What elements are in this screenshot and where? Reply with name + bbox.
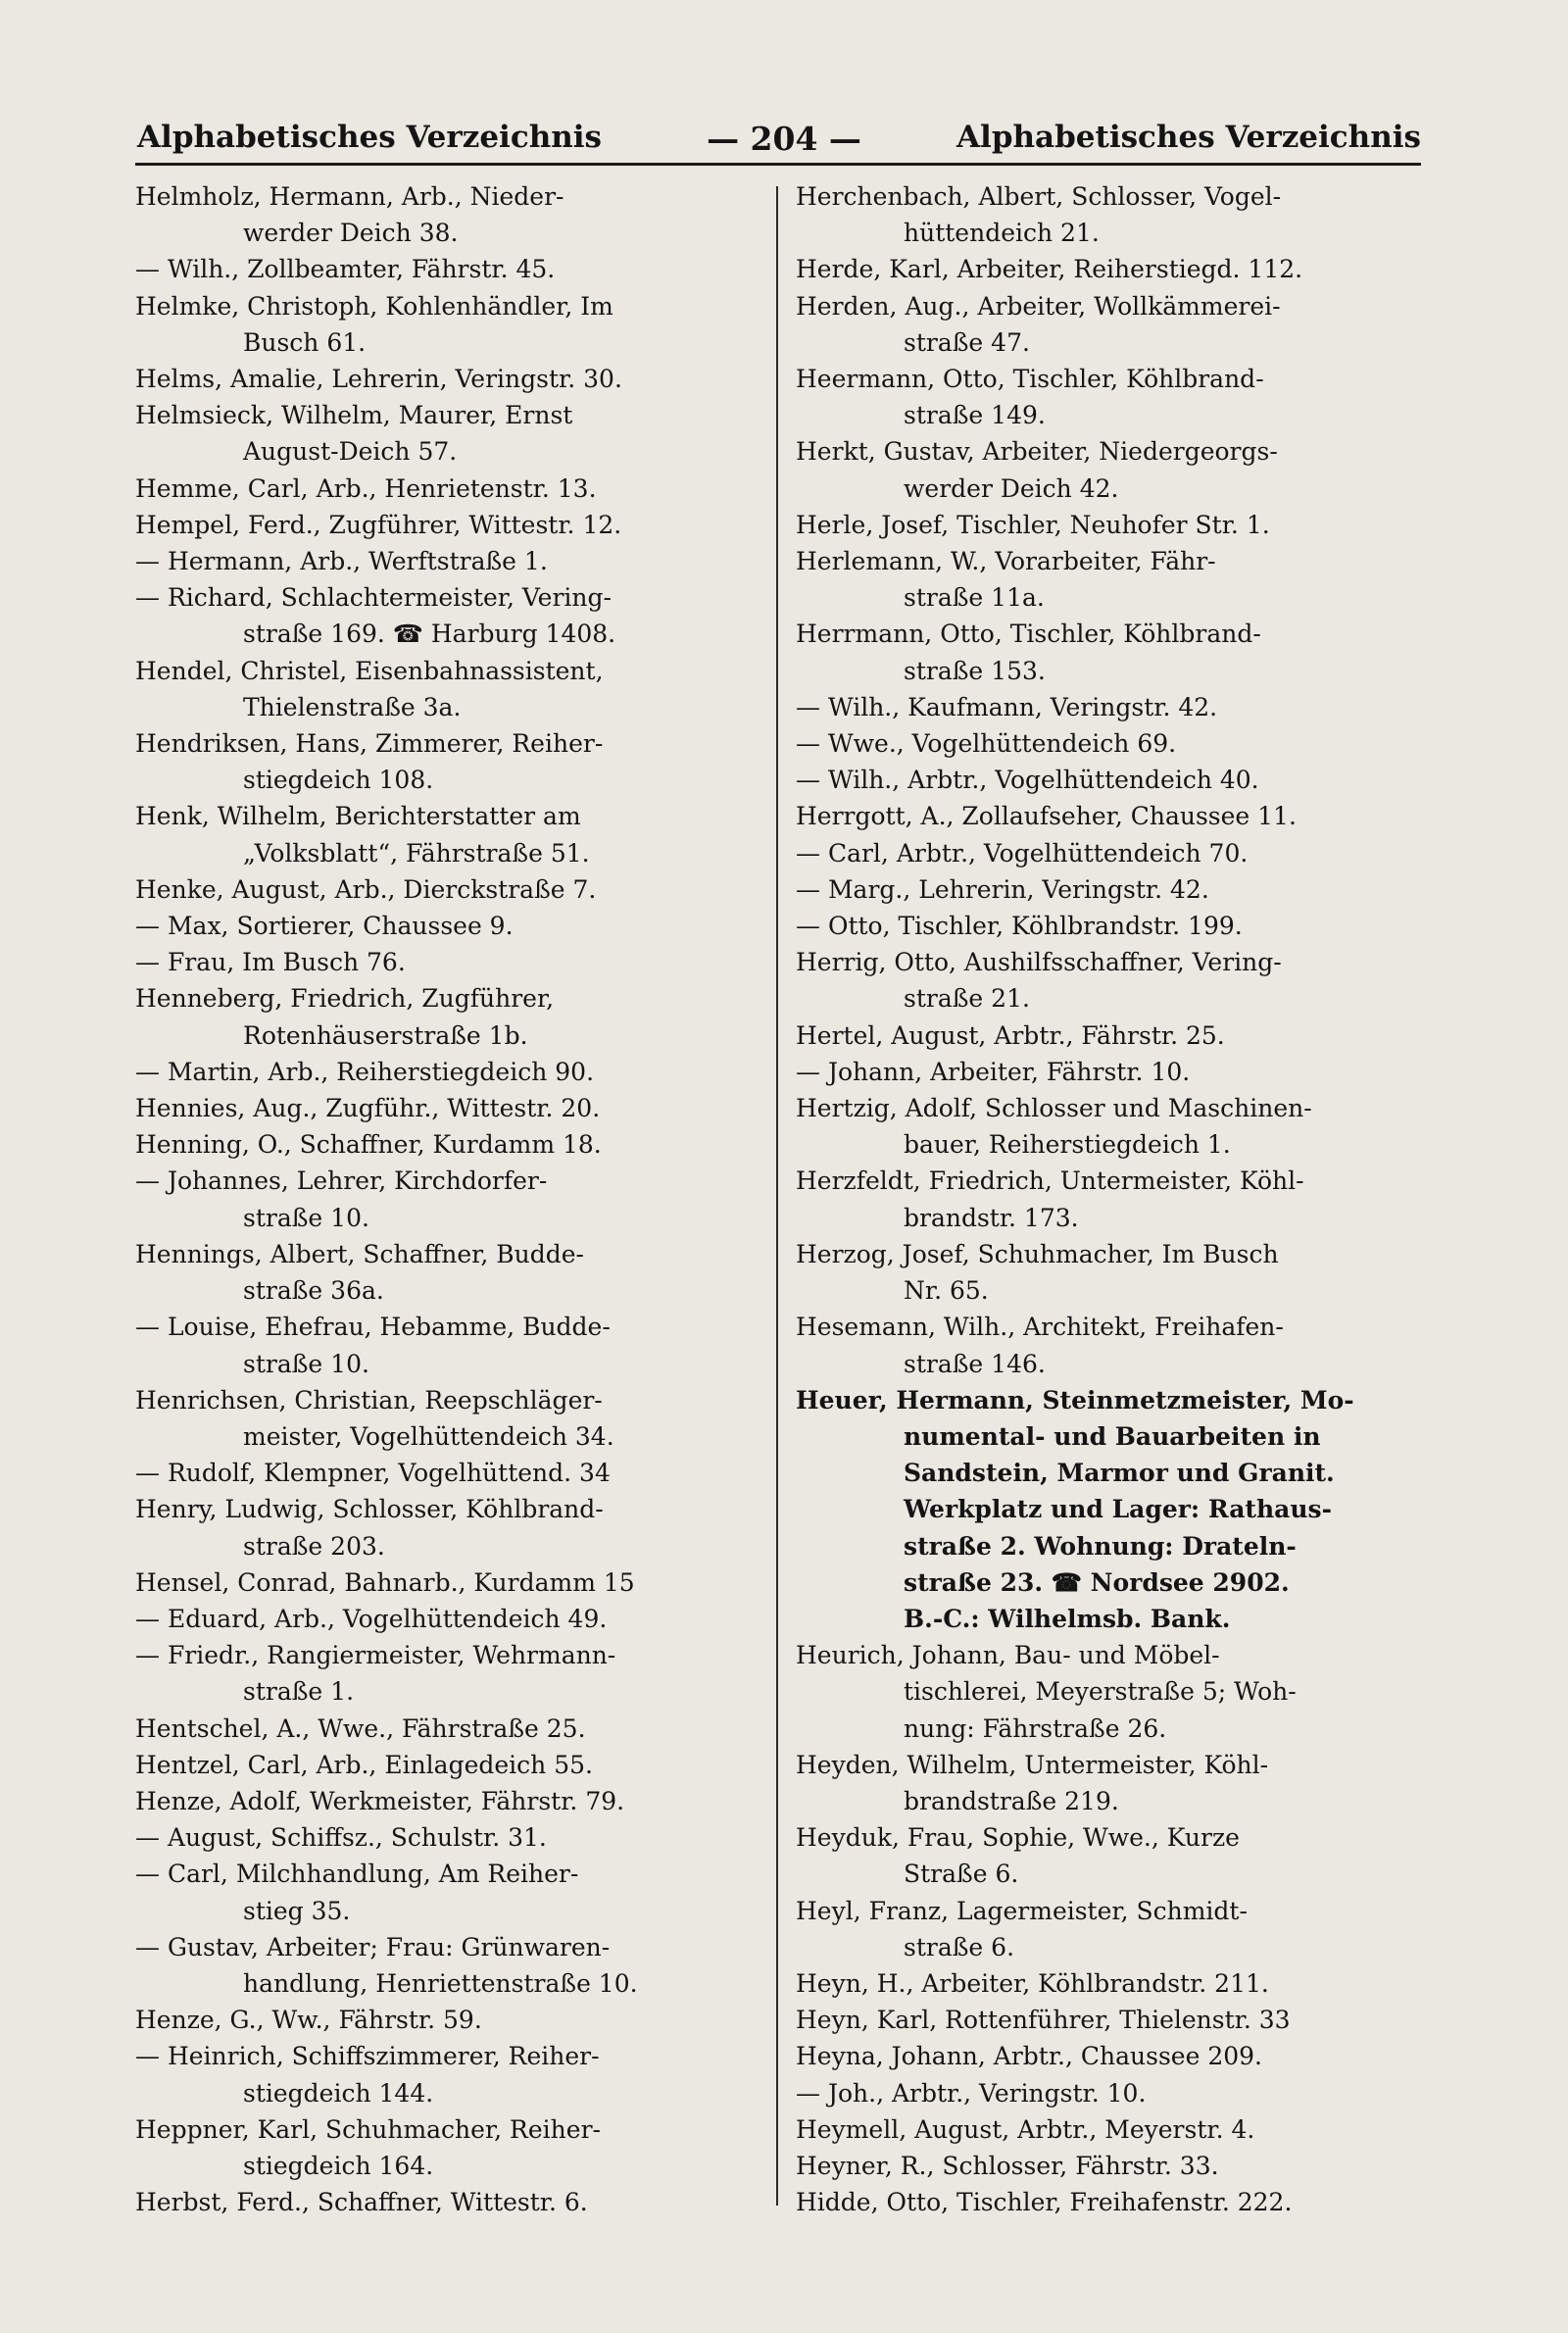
entry-line: Hennings, Albert, Schaffner, Budde- <box>135 1239 584 1268</box>
directory-entry <box>135 980 762 1053</box>
entry-line: Heuer, Hermann, Steinmetzmeister, Mo- <box>796 1385 1354 1415</box>
directory-entry <box>796 616 1433 688</box>
entry-continuation-line: Nr. 65. <box>904 1276 989 1306</box>
directory-entry <box>796 433 1433 506</box>
entry-line: Heyn, Karl, Rottenführer, Thielenstr. 33 <box>796 2006 1291 2035</box>
entry-line: Herden, Aug., Arbeiter, Wollkämmerei- <box>796 291 1281 321</box>
entry-continuation-line: stiegdeich 108. <box>243 766 434 795</box>
directory-entry <box>796 2002 1433 2038</box>
entry-line: Herrig, Otto, Aushilfsschaffner, Vering- <box>796 948 1282 977</box>
entry-continuation-line: brandstr. 173. <box>904 1203 1079 1232</box>
entry-line: Herde, Karl, Arbeiter, Reiherstiegd. 112. <box>796 255 1303 284</box>
entry-line: — Wwe., Vogelhüttendeich 69. <box>796 729 1177 759</box>
directory-entry <box>135 908 762 944</box>
directory-entry <box>796 178 1433 251</box>
entry-continuation-line: straße 10. <box>243 1203 369 1232</box>
directory-entry <box>796 1965 1433 2002</box>
entry-line: Hertel, August, Arbtr., Fährstr. 25. <box>796 1020 1225 1050</box>
right-column <box>796 178 1433 2220</box>
entry-continuation-line: straße 11a. <box>904 583 1045 613</box>
entry-line: — Wilh., Zollbeamter, Fährstr. 45. <box>135 255 556 284</box>
entry-line: Heyna, Johann, Arbtr., Chaussee 209. <box>796 2042 1262 2071</box>
entry-continuation-line: handlung, Henriettenstraße 10. <box>243 1968 638 1998</box>
directory-entry <box>135 178 762 251</box>
entry-line: Heurich, Johann, Bau- und Möbel- <box>796 1641 1220 1670</box>
directory-entry <box>796 1747 1433 1819</box>
entry-continuation-line: straße 21. <box>904 984 1030 1014</box>
entry-continuation-line: nung: Fährstraße 26. <box>904 1713 1167 1743</box>
entry-line: Hesemann, Wilh., Architekt, Freihafen- <box>796 1313 1284 1342</box>
directory-entry <box>135 361 762 397</box>
directory-entry <box>135 2184 762 2220</box>
directory-entry <box>796 1090 1433 1163</box>
entry-line: — Wilh., Kaufmann, Veringstr. 42. <box>796 692 1218 721</box>
running-head-right: Alphabetisches Verzeichnis <box>956 120 1421 155</box>
page-header <box>0 120 1568 163</box>
directory-entry <box>796 944 1433 1017</box>
directory-entry <box>796 689 1433 725</box>
entry-continuation-line: stiegdeich 144. <box>243 2078 434 2108</box>
directory-entry <box>796 798 1433 834</box>
entry-line: Henning, O., Schaffner, Kurdamm 18. <box>135 1130 602 1160</box>
entry-continuation-line: straße 36a. <box>243 1276 384 1306</box>
entry-continuation-line: straße 203. <box>243 1531 385 1561</box>
entry-line: Hidde, Otto, Tischler, Freihafenstr. 222. <box>796 2188 1293 2217</box>
entry-line: Hensel, Conrad, Bahnarb., Kurdamm 15 <box>135 1567 635 1597</box>
entry-line: Heyl, Franz, Lagermeister, Schmidt- <box>796 1896 1248 1925</box>
directory-entry <box>135 653 762 725</box>
directory-entry <box>135 1929 762 2002</box>
entry-line: Hertzig, Adolf, Schlosser und Maschinen- <box>796 1094 1312 1123</box>
directory-entry <box>135 1637 762 1710</box>
directory-entry <box>135 1455 762 1491</box>
entry-line: — Johann, Arbeiter, Fährstr. 10. <box>796 1057 1191 1086</box>
entry-line: Hentschel, A., Wwe., Fährstraße 25. <box>135 1713 586 1743</box>
directory-entry <box>135 1747 762 1783</box>
entry-continuation-line: straße 2. Wohnung: Drateln- <box>904 1531 1297 1561</box>
directory-entry <box>135 579 762 652</box>
directory-entry <box>135 397 762 470</box>
directory-entry <box>135 1126 762 1163</box>
entry-continuation-line: August-Deich 57. <box>243 437 458 467</box>
entry-line: — Marg., Lehrerin, Veringstr. 42. <box>796 874 1209 904</box>
entry-line: Hennies, Aug., Zugführ., Wittestr. 20. <box>135 1094 601 1123</box>
entry-line: Heyden, Wilhelm, Untermeister, Köhl- <box>796 1750 1269 1779</box>
directory-entry <box>796 1163 1433 1235</box>
entry-line: Henze, G., Ww., Fährstr. 59. <box>135 2006 482 2035</box>
entry-continuation-line: straße 146. <box>904 1349 1046 1378</box>
directory-entry <box>796 2111 1433 2148</box>
entry-continuation-line: hüttendeich 21. <box>904 219 1100 248</box>
entry-line: — Gustav, Arbeiter; Frau: Grünwaren- <box>135 1932 611 1961</box>
entry-line: Heyduk, Frau, Sophie, Wwe., Kurze <box>796 1823 1240 1853</box>
directory-entry <box>135 725 762 798</box>
entry-continuation-line: „Volksblatt“, Fährstraße 51. <box>243 838 590 868</box>
directory-entry <box>796 2184 1433 2220</box>
entry-line: Hendel, Christel, Eisenbahnassistent, <box>135 656 604 685</box>
entry-continuation-line: bauer, Reiherstiegdeich 1. <box>904 1130 1231 1160</box>
entry-line: — Max, Sortierer, Chaussee 9. <box>135 912 514 941</box>
directory-entry <box>796 1018 1433 1054</box>
entry-continuation-line: straße 1. <box>243 1677 355 1707</box>
entry-continuation-line: stiegdeich 164. <box>243 2151 434 2180</box>
directory-entry <box>135 1564 762 1601</box>
entry-line: — Frau, Im Busch 76. <box>135 948 406 977</box>
directory-entry <box>135 1819 762 1856</box>
entry-line: Herbst, Ferd., Schaffner, Wittestr. 6. <box>135 2188 588 2217</box>
entry-line: Herrgott, A., Zollaufseher, Chaussee 11. <box>796 802 1297 831</box>
entry-line: — Eduard, Arb., Vogelhüttendeich 49. <box>135 1604 608 1633</box>
page-number: — 204 — <box>707 120 861 158</box>
entry-line: Herchenbach, Albert, Schlosser, Vogel- <box>796 182 1282 211</box>
entry-line: Henrichsen, Christian, Reepschläger- <box>135 1385 603 1415</box>
entry-line: Herlemann, W., Vorarbeiter, Fähr- <box>796 547 1216 576</box>
entry-line: — Martin, Arb., Reiherstiegdeich 90. <box>135 1057 595 1086</box>
entry-line: — Wilh., Arbtr., Vogelhüttendeich 40. <box>796 766 1259 795</box>
entry-line: Herle, Josef, Tischler, Neuhofer Str. 1. <box>796 510 1270 539</box>
entry-continuation-line: Thielenstraße 3a. <box>243 692 462 721</box>
directory-entry <box>135 1491 762 1564</box>
directory-entry <box>796 1382 1433 1637</box>
column-divider <box>776 186 778 2206</box>
entry-line: — Friedr., Rangiermeister, Wehrmann- <box>135 1641 616 1670</box>
entry-line: Henze, Adolf, Werkmeister, Fährstr. 79. <box>135 1786 625 1815</box>
entry-line: Heyner, R., Schlosser, Fährstr. 33. <box>796 2151 1219 2180</box>
directory-entry <box>796 507 1433 543</box>
directory-entry <box>796 251 1433 287</box>
entry-continuation-line: straße 10. <box>243 1349 369 1378</box>
directory-entry <box>135 798 762 870</box>
entry-line: Henry, Ludwig, Schlosser, Köhlbrand- <box>135 1495 604 1524</box>
entry-continuation-line: Straße 6. <box>904 1860 1019 1889</box>
entry-continuation-line: Werkplatz und Lager: Rathaus- <box>904 1495 1332 1524</box>
entry-continuation-line: Sandstein, Marmor und Granit. <box>904 1459 1335 1488</box>
entry-continuation-line: straße 149. <box>904 401 1046 430</box>
entry-continuation-line: Busch 61. <box>243 327 367 357</box>
entry-continuation-line: straße 169. ☎ Harburg 1408. <box>243 620 616 649</box>
directory-entry <box>796 1054 1433 1090</box>
entry-line: Hempel, Ferd., Zugführer, Wittestr. 12. <box>135 510 622 539</box>
directory-entry <box>135 1163 762 1235</box>
directory-entry <box>135 1382 762 1455</box>
entry-continuation-line: straße 6. <box>904 1932 1015 1961</box>
directory-entry <box>796 361 1433 433</box>
directory-entry <box>796 725 1433 762</box>
entry-line: — Louise, Ehefrau, Hebamme, Budde- <box>135 1313 611 1342</box>
entry-line: — Johannes, Lehrer, Kirchdorfer- <box>135 1166 548 1196</box>
directory-entry <box>796 1236 1433 1309</box>
directory-entry <box>796 908 1433 944</box>
directory-entry <box>135 1783 762 1819</box>
entry-line: Hentzel, Carl, Arb., Einlagedeich 55. <box>135 1750 593 1779</box>
directory-entry <box>135 507 762 543</box>
entry-continuation-line: stieg 35. <box>243 1896 351 1925</box>
entry-line: Helmsieck, Wilhelm, Maurer, Ernst <box>135 401 573 430</box>
directory-entry <box>135 1601 762 1637</box>
entry-line: Heymell, August, Arbtr., Meyerstr. 4. <box>796 2114 1255 2144</box>
entry-line: Helmke, Christoph, Kohlenhändler, Im <box>135 291 613 321</box>
directory-entry <box>135 1856 762 1928</box>
directory-entry <box>796 2075 1433 2111</box>
entry-line: — Rudolf, Klempner, Vogelhüttend. 34 <box>135 1459 611 1488</box>
entry-continuation-line: werder Deich 42. <box>904 473 1119 503</box>
directory-entry <box>796 871 1433 908</box>
directory-entry <box>135 871 762 908</box>
directory-entry <box>135 543 762 579</box>
entry-continuation-line: B.-C.: Wilhelmsb. Bank. <box>904 1604 1231 1633</box>
entry-line: Herrmann, Otto, Tischler, Köhlbrand- <box>796 620 1261 649</box>
entry-continuation-line: straße 153. <box>904 656 1046 685</box>
entry-line: — Carl, Arbtr., Vogelhüttendeich 70. <box>796 838 1249 868</box>
entry-line: Heermann, Otto, Tischler, Köhlbrand- <box>796 365 1264 394</box>
entry-line: Herzog, Josef, Schuhmacher, Im Busch <box>796 1239 1279 1268</box>
entry-continuation-line: meister, Vogelhüttendeich 34. <box>243 1421 614 1451</box>
entry-line: — Otto, Tischler, Köhlbrandstr. 199. <box>796 912 1243 941</box>
directory-entry <box>796 2038 1433 2074</box>
left-column <box>135 178 762 2220</box>
entry-continuation-line: brandstraße 219. <box>904 1786 1119 1815</box>
directory-entry <box>796 1893 1433 1965</box>
directory-entry <box>796 2148 1433 2184</box>
entry-line: Heppner, Karl, Schuhmacher, Reiher- <box>135 2114 601 2144</box>
directory-entry <box>796 543 1433 616</box>
directory-entry <box>135 1054 762 1090</box>
entry-continuation-line: werder Deich 38. <box>243 219 459 248</box>
entry-line: Helmholz, Hermann, Arb., Nieder- <box>135 182 564 211</box>
entry-line: Herzfeldt, Friedrich, Untermeister, Köhl- <box>796 1166 1304 1196</box>
entry-line: — August, Schiffsz., Schulstr. 31. <box>135 1823 547 1853</box>
directory-entry <box>135 288 762 361</box>
entry-line: — Heinrich, Schiffszimmerer, Reiher- <box>135 2042 600 2071</box>
entry-continuation-line: Rotenhäuserstraße 1b. <box>243 1020 528 1050</box>
entry-line: Herkt, Gustav, Arbeiter, Niedergeorgs- <box>796 437 1278 467</box>
entry-line: Hendriksen, Hans, Zimmerer, Reiher- <box>135 729 604 759</box>
directory-entry <box>135 2038 762 2110</box>
entry-line: — Carl, Milchhandlung, Am Reiher- <box>135 1860 579 1889</box>
entry-continuation-line: numental- und Bauarbeiten in <box>904 1421 1321 1451</box>
header-rule <box>135 163 1421 166</box>
entry-line: Henneberg, Friedrich, Zugführer, <box>135 984 555 1014</box>
entry-continuation-line: tischlerei, Meyerstraße 5; Woh- <box>904 1677 1297 1707</box>
directory-entry <box>135 1309 762 1381</box>
entry-line: Helms, Amalie, Lehrerin, Veringstr. 30. <box>135 365 622 394</box>
directory-entry <box>796 1637 1433 1747</box>
directory-entry <box>135 1236 762 1309</box>
entry-line: Hemme, Carl, Arb., Henrietenstr. 13. <box>135 473 597 503</box>
directory-entry <box>796 1309 1433 1381</box>
directory-entry <box>135 251 762 287</box>
directory-entry <box>135 471 762 507</box>
directory-entry <box>135 2002 762 2038</box>
entry-continuation-line: straße 23. ☎ Nordsee 2902. <box>904 1567 1290 1597</box>
directory-entry <box>796 288 1433 361</box>
directory-entry <box>135 1711 762 1747</box>
entry-line: Heyn, H., Arbeiter, Köhlbrandstr. 211. <box>796 1968 1269 1998</box>
entry-line: — Richard, Schlachtermeister, Vering- <box>135 583 612 613</box>
directory-entry <box>796 762 1433 798</box>
entry-line: — Joh., Arbtr., Veringstr. 10. <box>796 2078 1147 2108</box>
entry-line: — Hermann, Arb., Werftstraße 1. <box>135 547 548 576</box>
directory-entry <box>135 2111 762 2184</box>
running-head-left: Alphabetisches Verzeichnis <box>137 120 603 155</box>
directory-entry <box>796 1819 1433 1892</box>
directory-entry <box>135 1090 762 1126</box>
directory-entry <box>135 944 762 980</box>
entry-line: Henke, August, Arb., Dierckstraße 7. <box>135 874 597 904</box>
directory-entry <box>796 835 1433 871</box>
entry-continuation-line: straße 47. <box>904 327 1030 357</box>
entry-line: Henk, Wilhelm, Berichterstatter am <box>135 802 581 831</box>
